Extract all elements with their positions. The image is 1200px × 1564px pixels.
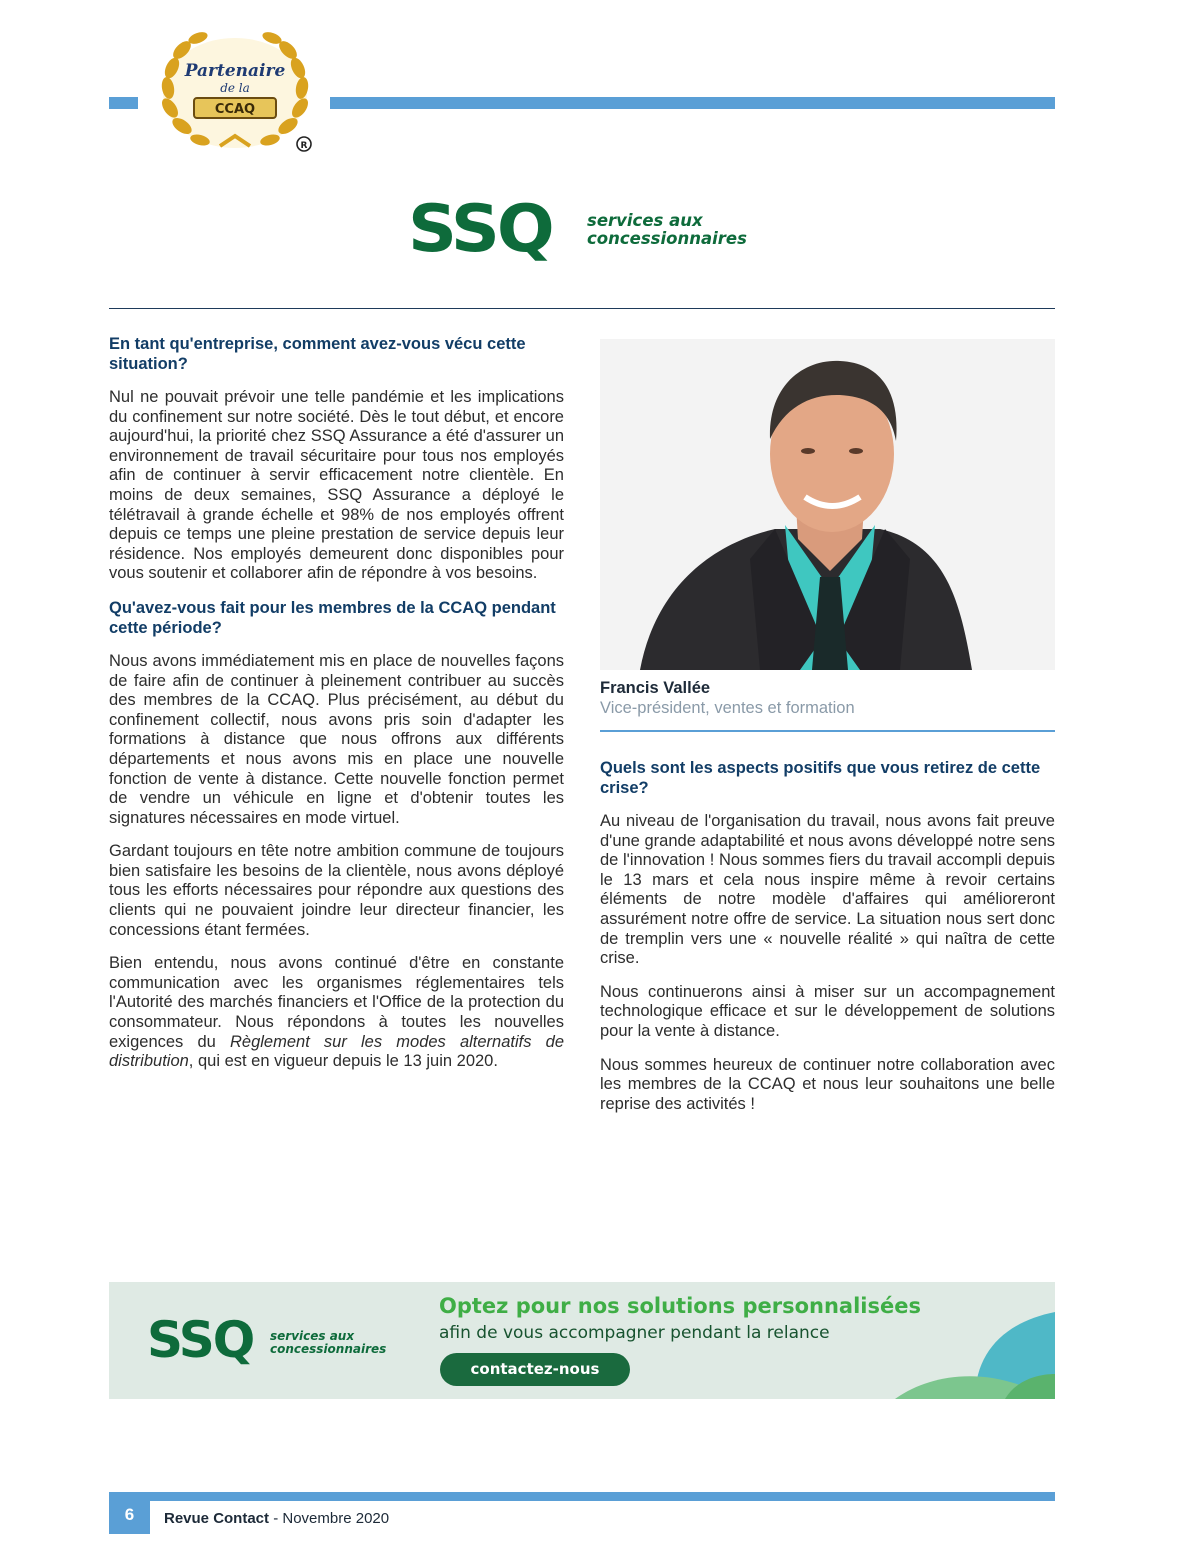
question-heading: En tant qu'entreprise, comment avez-vous vécu cette situation? [109, 335, 526, 373]
svg-text:CCAQ: CCAQ [214, 102, 256, 117]
contact-us-button[interactable]: contactez-nous [440, 1353, 630, 1386]
ssq-wordmark: SSQ [408, 192, 552, 268]
paragraph: Nous avons immédiatement mis en place de nouvelles façons de faire afin de continuer à pleinement contribuer au succès des membres de la CCAQ. Plus précisément, au début du confinement collectif, nous avons pris soin d'adapter les formations à distance que nous offrons aux différents départements et nous avons mis en place une nouvelle fonction de vente à distance. Cette nouvelle fonction permet de vendre un véhicule en ligne et d'obtenir toutes les signatures nécessaires en mode virtuel. [109, 651, 564, 827]
banner-ssq-wordmark: SSQ [147, 1311, 254, 1369]
paragraph: Au niveau de l'organisation du travail, nous avons fait preuve d'une grande adaptabilité et nous avons développé notre sens de l'innovation ! Nous sommes fiers du travail accompli depuis le 13 mars et cela nous inspire même à revoir certains éléments de notre modèle d'affaires qui amélioreront assurément notre offre de service. La situation nous sert donc de tremplin vers une « nouvelle réalité » qui naîtra de cette crise. [600, 812, 1055, 968]
header-divider [109, 308, 1055, 309]
paragraph [109, 954, 564, 1072]
paragraph: Nul ne pouvait prévoir une telle pandémie et les implications du confinement sur notre société. Dès le tout début, et encore aujourd'hui, la priorité chez SSQ Assurance a été d'assurer un environnement de travail sécuritaire pour tous nos employés afin de continuer à servir efficacement notre clientèle. En moins de deux semaines, SSQ Assurance a déployé le télétravail à grande échelle et 98% de nos employés offrent depuis ce temps une pleine prestation de service depuis leur résidence. Nos employés demeurent donc disponibles pour vous soutenir et collaborer afin de répondre à vos besoins. [109, 388, 564, 583]
paragraph: Gardant toujours en tête notre ambition commune de toujours bien satisfaire les besoins de la clientèle, nous avons déployé tous les efforts nécessaires pour répondre aux questions des clients qui ne pouvaient joindre leur directeur financier, les concessions étant fermées. [109, 842, 564, 939]
ssq-advertisement-banner[interactable] [109, 1282, 1055, 1399]
portrait-image [600, 339, 1055, 670]
partenaire-ccaq-logo [150, 28, 320, 158]
banner-ssq-logo [147, 1310, 407, 1370]
banner-subline: afin de vous accompagner pendant la relance [439, 1323, 830, 1343]
left-column [109, 334, 564, 1086]
banner-headline: Optez pour nos solutions personnalisées [439, 1294, 921, 1318]
profile-divider [600, 730, 1055, 732]
banner-ssq-tagline [270, 1330, 386, 1356]
paragraph: Nous continuerons ainsi à miser sur un accompagnement technologique efficace et sur le développement de solutions pour la vente à distance. [600, 982, 1055, 1040]
banner-tagline-line1: services aux [270, 1329, 355, 1343]
paragraph-text: , qui est en vigueur depuis le 13 juin 2020. [188, 1052, 498, 1071]
header-bar-right [330, 97, 1055, 109]
decorative-shapes-icon [855, 1282, 1055, 1399]
portrait-photo [600, 339, 1055, 670]
svg-text:R: R [300, 141, 308, 151]
footer-separator: - [269, 1510, 283, 1527]
ssq-tagline [587, 212, 747, 248]
person-title: Vice-président, ventes et formation [600, 699, 855, 717]
footer-publication [164, 1510, 389, 1527]
ssq-tagline-line1: services aux [587, 211, 703, 230]
right-column [600, 758, 1055, 1128]
svg-text:de la: de la [220, 81, 250, 95]
ssq-tagline-line2: concessionnaires [587, 229, 747, 248]
banner-tagline-line2: concessionnaires [270, 1342, 387, 1356]
laurel-wreath-icon [150, 28, 320, 158]
header-bar-left [109, 97, 138, 109]
page-number: 6 [109, 1492, 150, 1534]
question-heading: Qu'avez-vous fait pour les membres de la CCAQ pendant cette période? [109, 598, 556, 637]
publication-name: Revue Contact [164, 1510, 270, 1527]
footer-bar [109, 1492, 1055, 1501]
regulation-title: Règlement sur les modes alternatifs de distribution [109, 1032, 565, 1071]
paragraph-text: Bien entendu, nous avons continué d'être en constante communication avec les organismes réglementaires tels l'Autorité des marchés financiers et l'Office de la protection du consommateur. Nous répondons à toutes les nouvelles exigences du [109, 954, 564, 1051]
ssq-logo [408, 190, 748, 270]
person-name: Francis Vallée [600, 679, 711, 697]
issue-date: Novembre 2020 [282, 1510, 390, 1527]
svg-text:Partenaire: Partenaire [184, 61, 286, 81]
paragraph: Nous sommes heureux de continuer notre collaboration avec les membres de la CCAQ et nous leur souhaitons une belle reprise des activités ! [600, 1055, 1055, 1113]
question-heading: Quels sont les aspects positifs que vous retirez de cette crise? [600, 759, 1041, 797]
